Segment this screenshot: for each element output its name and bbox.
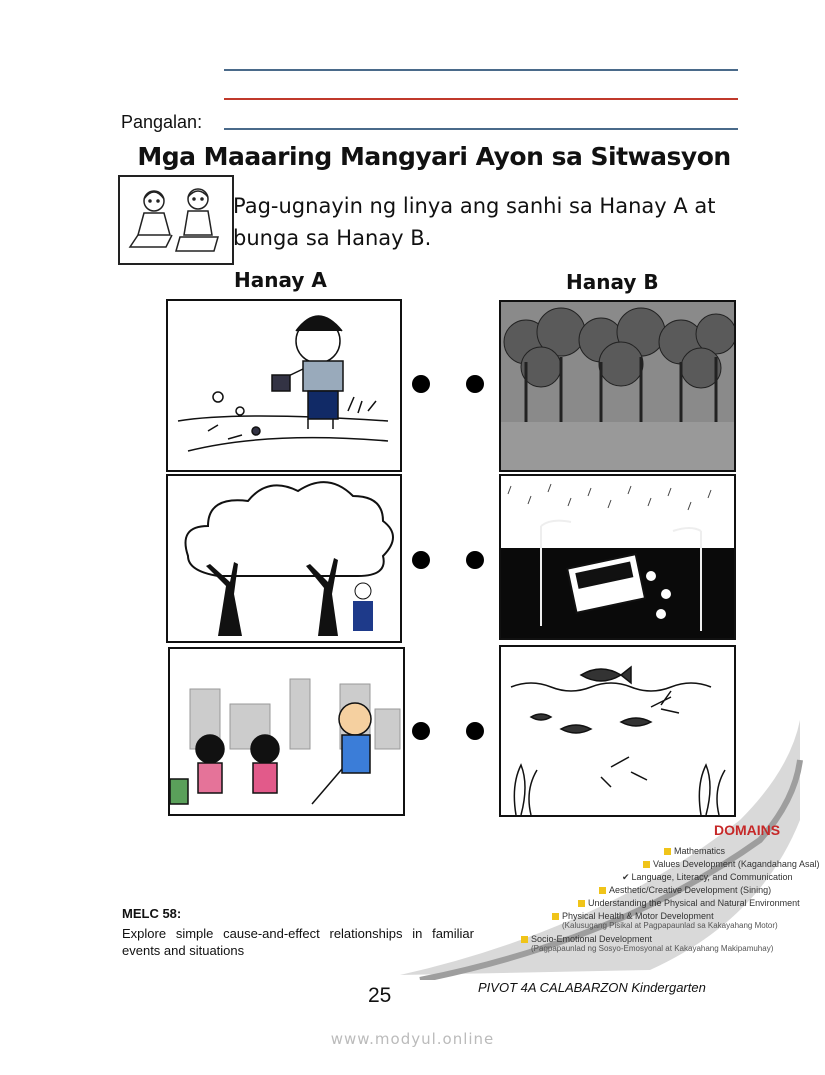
domain-marker-icon xyxy=(578,900,585,907)
column-a-header: Hanay A xyxy=(234,268,327,292)
dot-a-1[interactable] xyxy=(412,375,430,393)
name-field-line[interactable] xyxy=(224,128,738,130)
name-line-top xyxy=(224,69,738,71)
domains-title: DOMAINS xyxy=(714,822,781,838)
instruction-text: Pag-ugnayin ng linya ang sanhi sa Hanay A at bunga sa Hanay B. xyxy=(233,194,716,250)
domain-marker-icon xyxy=(521,936,528,943)
column-b-header: Hanay B xyxy=(566,270,659,294)
domain-marker-icon xyxy=(643,861,650,868)
panel-b-1-forest xyxy=(499,300,736,472)
dot-b-1[interactable] xyxy=(466,375,484,393)
domain-item-2: Values Development (Kagandahang Asal) xyxy=(643,859,819,869)
domain-marker-icon xyxy=(552,913,559,920)
dot-a-2[interactable] xyxy=(412,551,430,569)
panel-a-1-boy-throwing-trash xyxy=(166,299,402,472)
pangalan-label: Pangalan: xyxy=(121,112,203,132)
dot-b-2[interactable] xyxy=(466,551,484,569)
domain-item-4: Aesthetic/Creative Development (Sining) xyxy=(599,885,771,895)
melc-text: Explore simple cause-and-effect relationships in familiar events and situations xyxy=(122,926,474,958)
page-number: 25 xyxy=(368,984,392,1007)
panel-a-3-children-cleaning xyxy=(168,647,405,816)
domain-item-6: Physical Health & Motor Development (Kalusugang Pisikal at Pagpapaunlad sa Kakayahang Motor) xyxy=(552,911,778,930)
domain-item-5: Understanding the Physical and Natural Environment xyxy=(578,898,800,908)
panel-a-2-trees-with-boy xyxy=(166,474,402,643)
page-title: Mga Maaaring Mangyari Ayon sa Sitwasyon xyxy=(137,142,731,171)
checkmark-icon: ✔ xyxy=(622,872,630,882)
domain-item-7: Socio-Emotional Development (Pagpapaunlad ng Sosyo-Emosyonal at Kakayahang Makipamuhay) xyxy=(521,934,773,953)
melc-title: MELC 58: xyxy=(122,906,182,921)
panel-b-2-flooded-street xyxy=(499,474,736,640)
watermark: www.modyul.online xyxy=(330,1030,495,1048)
footer-text: PIVOT 4A CALABARZON Kindergarten xyxy=(478,980,706,995)
domain-marker-icon xyxy=(599,887,606,894)
domain-marker-icon xyxy=(664,848,671,855)
domain-item-1: Mathematics xyxy=(664,846,725,856)
name-line-red xyxy=(224,98,738,100)
children-writing-icon xyxy=(118,175,234,265)
domain-item-3: ✔ Language, Literacy, and Communication xyxy=(622,872,793,882)
